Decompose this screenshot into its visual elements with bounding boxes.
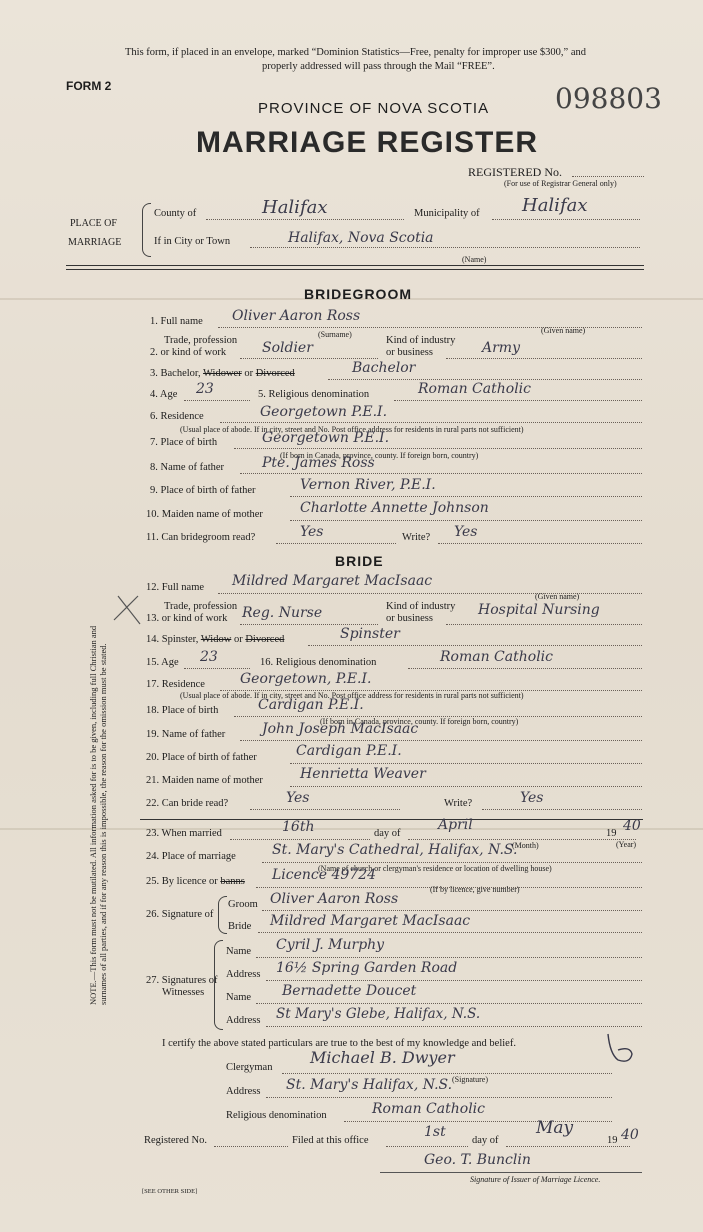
serial-number: 098803: [555, 82, 662, 115]
marriage-month: April: [438, 817, 473, 833]
year-prefix: 19: [607, 1135, 618, 1146]
divider: [140, 819, 643, 820]
clergyman-denomination: Roman Catholic: [372, 1101, 485, 1117]
industry-line: [446, 358, 642, 359]
f6-line: [220, 422, 642, 423]
industry-label: Kind of industry: [386, 335, 456, 346]
groom-write: Yes: [454, 524, 478, 540]
envelope-note: properly addressed will pass through the Mail “FREE”.: [262, 61, 495, 72]
bride-write: Yes: [520, 790, 544, 806]
witness1-name: Cyril J. Murphy: [276, 937, 385, 953]
f14-label: 14. Spinster, Widow or Divorced: [146, 634, 285, 645]
f19-line: [240, 740, 642, 741]
city-value: Halifax, Nova Scotia: [288, 230, 434, 246]
residence-note: (Usual place of abode. If in city, street and No. Post office address for residents in rural parts not sufficient): [180, 691, 524, 700]
bride-birthplace: Cardigan P.E.I.: [258, 697, 364, 713]
groom-label: Groom: [228, 899, 258, 910]
bride-religion: Roman Catholic: [440, 649, 553, 665]
f14-line: [308, 645, 642, 646]
industry-label: Kind of industry: [386, 601, 456, 612]
place-note: (Name of church or clergyman's residence or location of dwelling house): [318, 864, 552, 873]
f8-label: 8. Name of father: [150, 462, 225, 473]
groom-mother: Charlotte Annette Johnson: [300, 500, 489, 516]
f3-label: 3. Bachelor, Widower or Divorced: [150, 368, 295, 379]
issuer-signature: Geo. T. Bunclin: [424, 1152, 531, 1168]
bride-full-name: Mildred Margaret MacIsaac: [232, 573, 433, 589]
clergyman-address: St. Mary's Halifax, N.S.: [286, 1077, 453, 1093]
cert-denomination-label: Religious denomination: [226, 1110, 327, 1121]
marriage-day: 16th: [282, 819, 315, 835]
f17-label: 17. Residence: [146, 679, 205, 690]
witness2-name: Bernadette Doucet: [282, 983, 417, 999]
f16-label: 16. Religious denomination: [260, 657, 377, 668]
bride-sig-line: [258, 932, 642, 933]
f27-label: 27. Signatures of: [146, 975, 218, 986]
birth-note: (If born in Canada, province, county. If foreign born, country): [280, 451, 479, 460]
page-title: MARRIAGE REGISTER: [196, 126, 539, 159]
given-caption: (Given name): [541, 326, 586, 335]
bride-residence: Georgetown, P.E.I.: [240, 671, 372, 687]
f5-label: 5. Religious denomination: [258, 389, 370, 400]
f13-label: 13. or kind of work: [146, 613, 228, 624]
bride-signature: Mildred Margaret MacIsaac: [270, 913, 471, 929]
year-caption: (Year): [616, 840, 637, 849]
f8-line: [240, 473, 642, 474]
bride-label: Bride: [228, 921, 252, 932]
licence-note: (If by licence, give number): [430, 885, 520, 894]
f22-label: 22. Can bride read?: [146, 798, 229, 809]
f2-line: [240, 358, 378, 359]
f1-label: 1. Full name: [150, 316, 203, 327]
licence-number: Licence 49724: [272, 867, 377, 883]
f27-label: Witnesses: [162, 987, 205, 998]
section-bridegroom: BRIDEGROOM: [304, 286, 412, 302]
year-prefix: 19: [606, 828, 617, 839]
industry-line: [446, 624, 642, 625]
f10-label: 10. Maiden name of mother: [146, 509, 263, 520]
province-heading: PROVINCE OF NOVA SCOTIA: [258, 100, 490, 117]
witness-line: [266, 980, 642, 981]
filed-year: 40: [621, 1127, 639, 1143]
f25-label: 25. By licence or banns: [146, 876, 245, 887]
filed-label: Filed at this office: [292, 1135, 369, 1146]
f4-line: [184, 400, 250, 401]
f7-label: 7. Place of birth: [150, 437, 218, 448]
side-note-1: NOTE.—This form must not be mutilated. All information asked for is to be given, including full Christian and: [88, 625, 98, 1005]
f21-line: [290, 786, 642, 787]
groom-signature: Oliver Aaron Ross: [270, 891, 399, 907]
issuer-line: [380, 1172, 642, 1173]
groom-birthplace: Georgetown P.E.I.: [262, 430, 390, 446]
groom-status: Bachelor: [352, 360, 416, 376]
f21-label: 21. Maiden name of mother: [146, 775, 263, 786]
filed-month: May: [536, 1118, 574, 1138]
witness-line: [266, 1026, 642, 1027]
birth-note: (If born in Canada, province, county. If foreign born, country): [320, 717, 519, 726]
groom-sig-line: [262, 910, 642, 911]
f10-line: [290, 520, 642, 521]
place-label: PLACE OF: [70, 218, 117, 229]
municipality-value: Halifax: [522, 195, 588, 216]
registered-no-line: [572, 176, 644, 177]
clergyman-signature: Michael B. Dwyer: [310, 1048, 455, 1067]
county-label: County of: [154, 208, 197, 219]
groom-industry: Army: [482, 340, 520, 356]
f24-label: 24. Place of marriage: [146, 851, 236, 862]
bride-mother: Henrietta Weaver: [300, 766, 426, 782]
f15-line: [184, 668, 250, 669]
signature-brace: [218, 896, 227, 934]
f20-label: 20. Place of birth of father: [146, 752, 257, 763]
witness1-address: 16½ Spring Garden Road: [276, 960, 458, 976]
f6-label: 6. Residence: [150, 411, 204, 422]
groom-father: Pte. James Ross: [262, 455, 375, 471]
day-of-label: day of: [374, 828, 401, 839]
registered-line: [214, 1146, 288, 1147]
f9-line: [290, 496, 642, 497]
write-label: Write?: [444, 798, 473, 809]
witness-address-label: Address: [226, 969, 261, 980]
day-of-label: day of: [472, 1135, 499, 1146]
groom-full-name: Oliver Aaron Ross: [232, 308, 361, 324]
witness-address-label: Address: [226, 1015, 261, 1026]
registered-no-label: REGISTERED No.: [468, 165, 562, 179]
f20-line: [290, 763, 642, 764]
f26-label: 26. Signature of: [146, 909, 214, 920]
witness-brace: [214, 940, 223, 1030]
f12-label: 12. Full name: [146, 582, 205, 593]
month-caption: (Month): [512, 841, 539, 850]
clergyman-label: Clergyman: [226, 1062, 273, 1073]
bride-read: Yes: [286, 790, 310, 806]
write-line: [482, 809, 642, 810]
given-caption: (Given name): [535, 592, 580, 601]
municipality-label: Municipality of: [414, 208, 480, 219]
envelope-note: This form, if placed in an envelope, marked “Dominion Statistics—Free, penalty for improper use $300,” and: [125, 47, 587, 58]
filed-day: 1st: [424, 1124, 446, 1140]
f13-label: Trade, profession: [164, 601, 238, 612]
registered-label: Registered No.: [144, 1135, 207, 1146]
f7-line: [234, 448, 642, 449]
registrar-note: (For use of Registrar General only): [504, 179, 617, 188]
cert-address-label: Address: [226, 1086, 261, 1097]
flourish-icon: [600, 1030, 640, 1078]
f19-label: 19. Name of father: [146, 729, 226, 740]
issuer-caption: Signature of Issuer of Marriage Licence.: [470, 1175, 601, 1184]
place-label: MARRIAGE: [68, 237, 122, 248]
signature-caption: (Signature): [452, 1075, 488, 1084]
section-bride: BRIDE: [335, 553, 384, 569]
form-number: FORM 2: [66, 79, 112, 93]
filed-day-line: [386, 1146, 468, 1147]
f23-label: 23. When married: [146, 828, 222, 839]
f2-label: 2. or kind of work: [150, 347, 227, 358]
f15-label: 15. Age: [146, 657, 179, 668]
witness2-address: St Mary's Glebe, Halifax, N.S.: [276, 1006, 481, 1022]
bride-father-birthplace: Cardigan P.E.I.: [296, 743, 402, 759]
certification-statement: I certify the above stated particulars are true to the best of my knowledge and belief.: [162, 1038, 516, 1049]
see-other-side: [SEE OTHER SIDE]: [142, 1188, 198, 1195]
bride-status: Spinster: [340, 626, 400, 642]
industry-label: or business: [386, 613, 433, 624]
county-line: [206, 219, 404, 220]
marriage-year: 40: [623, 818, 641, 834]
witness-name-label: Name: [226, 946, 252, 957]
groom-trade: Soldier: [262, 340, 313, 356]
cert-address-line: [266, 1097, 612, 1098]
f18-label: 18. Place of birth: [146, 705, 219, 716]
municipality-line: [492, 219, 640, 220]
marriage-place: St. Mary's Cathedral, Halifax, N.S.: [272, 842, 518, 858]
f11-label: 11. Can bridegroom read?: [146, 532, 256, 543]
f9-label: 9. Place of birth of father: [150, 485, 256, 496]
witness-name-label: Name: [226, 992, 252, 1003]
f2-label: Trade, profession: [164, 335, 238, 346]
groom-age: 23: [196, 381, 214, 397]
check-mark-icon: [110, 590, 146, 630]
county-value: Halifax: [262, 197, 328, 218]
f13-line: [240, 624, 378, 625]
f22-line: [250, 809, 400, 810]
f11-line: [276, 543, 396, 544]
f3-line: [328, 379, 642, 380]
witness-line: [256, 957, 642, 958]
f23-day-line: [230, 839, 370, 840]
f5-line: [394, 400, 642, 401]
side-note-2: surnames of all parties, and if for any reason this is impossible, the reason for the omission must be stated.: [98, 643, 108, 1005]
place-brace: [142, 203, 151, 257]
write-label: Write?: [402, 532, 431, 543]
f4-label: 4. Age: [150, 389, 178, 400]
clergyman-line: [282, 1073, 612, 1074]
f16-line: [408, 668, 642, 669]
bride-industry: Hospital Nursing: [478, 602, 600, 618]
write-line: [438, 543, 642, 544]
bride-father: John Joseph MacIsaac: [262, 721, 419, 737]
groom-religion: Roman Catholic: [418, 381, 531, 397]
divider: [66, 265, 644, 266]
surname-caption: (Surname): [318, 330, 352, 339]
city-line: [250, 247, 640, 248]
city-label: If in City or Town: [154, 236, 231, 247]
witness-line: [256, 1003, 642, 1004]
groom-father-birthplace: Vernon River, P.E.I.: [300, 477, 436, 493]
groom-read: Yes: [300, 524, 324, 540]
groom-residence: Georgetown P.E.I.: [260, 404, 388, 420]
residence-note: (Usual place of abode. If in city, street and No. Post office address for residents in rural parts not sufficient): [180, 425, 524, 434]
bride-trade: Reg. Nurse: [242, 605, 323, 621]
bride-age: 23: [200, 649, 218, 665]
industry-label: or business: [386, 347, 433, 358]
divider: [66, 269, 644, 270]
city-caption: (Name): [462, 255, 487, 264]
